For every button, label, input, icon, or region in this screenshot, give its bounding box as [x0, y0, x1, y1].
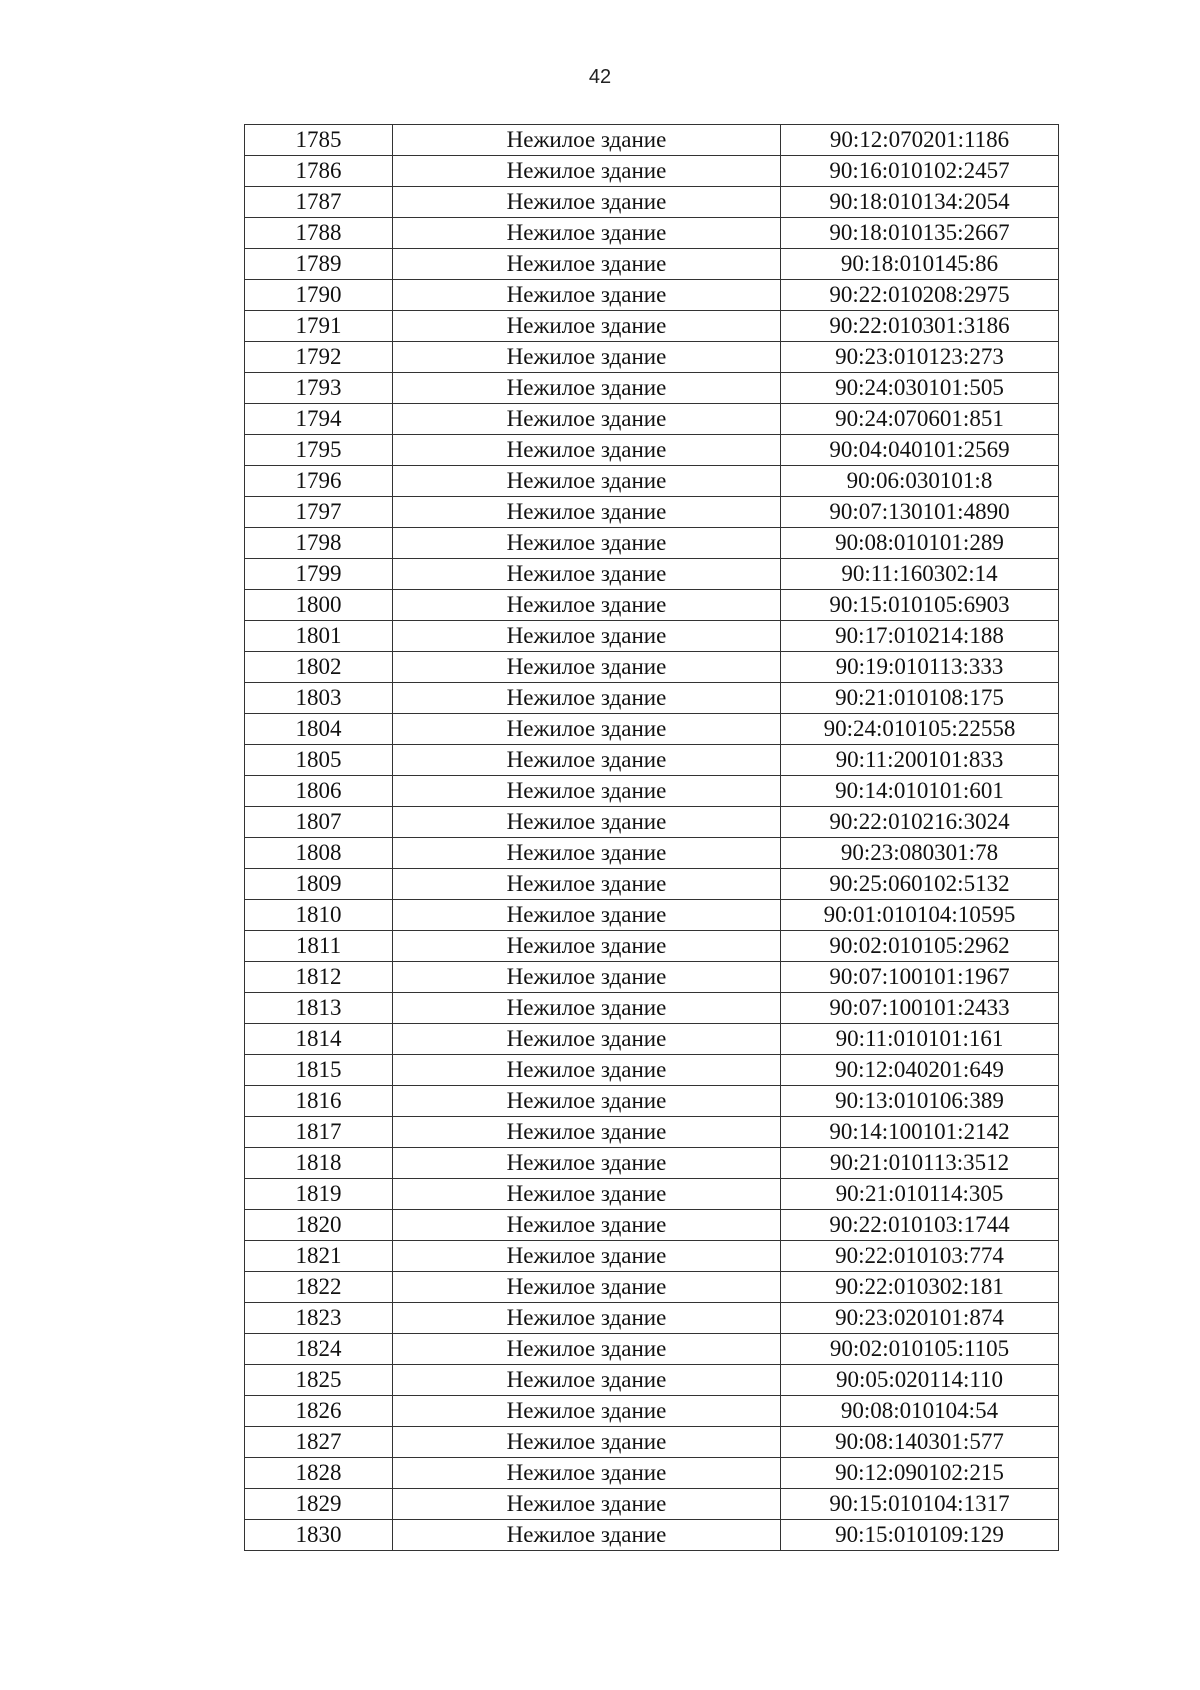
- object-type-cell: Нежилое здание: [393, 1024, 781, 1055]
- table-row: [245, 342, 1059, 373]
- table-row: [245, 373, 1059, 404]
- cadastral-number-cell: 90:22:010302:181: [781, 1272, 1059, 1303]
- object-type-cell: Нежилое здание: [393, 559, 781, 590]
- cadastral-number-cell: 90:22:010103:1744: [781, 1210, 1059, 1241]
- cadastral-number-cell: 90:24:070601:851: [781, 404, 1059, 435]
- object-type-cell: Нежилое здание: [393, 1086, 781, 1117]
- table-row: [245, 311, 1059, 342]
- cadastral-number-cell: 90:25:060102:5132: [781, 869, 1059, 900]
- cadastral-number-cell: 90:23:020101:874: [781, 1303, 1059, 1334]
- object-type-cell: Нежилое здание: [393, 187, 781, 218]
- cadastral-number-cell: 90:11:160302:14: [781, 559, 1059, 590]
- object-type-cell: Нежилое здание: [393, 807, 781, 838]
- cadastral-number-cell: 90:17:010214:188: [781, 621, 1059, 652]
- cadastral-number-cell: 90:23:080301:78: [781, 838, 1059, 869]
- object-type-cell: Нежилое здание: [393, 1303, 781, 1334]
- table-row: [245, 1024, 1059, 1055]
- cadastral-number-cell: 90:06:030101:8: [781, 466, 1059, 497]
- cadastral-number-cell: 90:18:010135:2667: [781, 218, 1059, 249]
- cadastral-number-cell: 90:24:030101:505: [781, 373, 1059, 404]
- table-row: [245, 156, 1059, 187]
- table-row: [245, 1117, 1059, 1148]
- object-type-cell: Нежилое здание: [393, 931, 781, 962]
- table-row: [245, 1520, 1059, 1551]
- row-number-cell: 1830: [245, 1520, 393, 1551]
- cadastral-number-cell: 90:12:040201:649: [781, 1055, 1059, 1086]
- cadastral-number-cell: 90:07:130101:4890: [781, 497, 1059, 528]
- object-type-cell: Нежилое здание: [393, 714, 781, 745]
- row-number-cell: 1807: [245, 807, 393, 838]
- table-row: [245, 1210, 1059, 1241]
- cadastral-number-cell: 90:13:010106:389: [781, 1086, 1059, 1117]
- row-number-cell: 1828: [245, 1458, 393, 1489]
- page-number: 42: [588, 66, 612, 88]
- row-number-cell: 1825: [245, 1365, 393, 1396]
- row-number-cell: 1797: [245, 497, 393, 528]
- cadastral-number-cell: 90:22:010103:774: [781, 1241, 1059, 1272]
- object-type-cell: Нежилое здание: [393, 869, 781, 900]
- table-row: [245, 962, 1059, 993]
- table-row: [245, 652, 1059, 683]
- row-number-cell: 1815: [245, 1055, 393, 1086]
- row-number-cell: 1824: [245, 1334, 393, 1365]
- cadastral-number-cell: 90:01:010104:10595: [781, 900, 1059, 931]
- object-type-cell: Нежилое здание: [393, 1148, 781, 1179]
- row-number-cell: 1808: [245, 838, 393, 869]
- row-number-cell: 1798: [245, 528, 393, 559]
- cadastral-number-cell: 90:15:010104:1317: [781, 1489, 1059, 1520]
- object-type-cell: Нежилое здание: [393, 404, 781, 435]
- row-number-cell: 1792: [245, 342, 393, 373]
- table-body: [245, 125, 1059, 1551]
- object-type-cell: Нежилое здание: [393, 1334, 781, 1365]
- object-type-cell: Нежилое здание: [393, 900, 781, 931]
- table-row: [245, 1241, 1059, 1272]
- cadastral-number-cell: 90:16:010102:2457: [781, 156, 1059, 187]
- cadastral-number-cell: 90:21:010108:175: [781, 683, 1059, 714]
- object-type-cell: Нежилое здание: [393, 1272, 781, 1303]
- object-type-cell: Нежилое здание: [393, 435, 781, 466]
- object-type-cell: Нежилое здание: [393, 1520, 781, 1551]
- row-number-cell: 1812: [245, 962, 393, 993]
- cadastral-number-cell: 90:07:100101:1967: [781, 962, 1059, 993]
- table-row: [245, 807, 1059, 838]
- object-type-cell: Нежилое здание: [393, 962, 781, 993]
- cadastral-number-cell: 90:18:010134:2054: [781, 187, 1059, 218]
- table-row: [245, 714, 1059, 745]
- table-row: [245, 900, 1059, 931]
- table-row: [245, 466, 1059, 497]
- row-number-cell: 1811: [245, 931, 393, 962]
- cadastral-number-cell: 90:08:010104:54: [781, 1396, 1059, 1427]
- cadastral-number-cell: 90:11:200101:833: [781, 745, 1059, 776]
- table-row: [245, 125, 1059, 156]
- table-row: [245, 1458, 1059, 1489]
- cadastral-number-cell: 90:11:010101:161: [781, 1024, 1059, 1055]
- object-type-cell: Нежилое здание: [393, 1427, 781, 1458]
- table-row: [245, 1272, 1059, 1303]
- cadastral-number-cell: 90:02:010105:2962: [781, 931, 1059, 962]
- table-row: [245, 280, 1059, 311]
- object-type-cell: Нежилое здание: [393, 1365, 781, 1396]
- object-type-cell: Нежилое здание: [393, 838, 781, 869]
- row-number-cell: 1803: [245, 683, 393, 714]
- row-number-cell: 1789: [245, 249, 393, 280]
- cadastral-number-cell: 90:14:100101:2142: [781, 1117, 1059, 1148]
- cadastral-number-cell: 90:24:010105:22558: [781, 714, 1059, 745]
- cadastral-number-cell: 90:08:010101:289: [781, 528, 1059, 559]
- row-number-cell: 1814: [245, 1024, 393, 1055]
- table-row: [245, 249, 1059, 280]
- object-type-cell: Нежилое здание: [393, 652, 781, 683]
- object-type-cell: Нежилое здание: [393, 280, 781, 311]
- table-row: [245, 497, 1059, 528]
- object-type-cell: Нежилое здание: [393, 590, 781, 621]
- object-type-cell: Нежилое здание: [393, 1489, 781, 1520]
- table-row: [245, 404, 1059, 435]
- row-number-cell: 1818: [245, 1148, 393, 1179]
- row-number-cell: 1795: [245, 435, 393, 466]
- object-type-cell: Нежилое здание: [393, 218, 781, 249]
- table-row: [245, 1489, 1059, 1520]
- table-row: [245, 1086, 1059, 1117]
- table-row: [245, 993, 1059, 1024]
- cadastral-number-cell: 90:05:020114:110: [781, 1365, 1059, 1396]
- table-row: [245, 1427, 1059, 1458]
- table-row: [245, 838, 1059, 869]
- cadastral-number-cell: 90:08:140301:577: [781, 1427, 1059, 1458]
- object-type-cell: Нежилое здание: [393, 497, 781, 528]
- row-number-cell: 1806: [245, 776, 393, 807]
- row-number-cell: 1804: [245, 714, 393, 745]
- object-type-cell: Нежилое здание: [393, 1117, 781, 1148]
- row-number-cell: 1801: [245, 621, 393, 652]
- row-number-cell: 1820: [245, 1210, 393, 1241]
- row-number-cell: 1785: [245, 125, 393, 156]
- row-number-cell: 1827: [245, 1427, 393, 1458]
- object-type-cell: Нежилое здание: [393, 125, 781, 156]
- row-number-cell: 1813: [245, 993, 393, 1024]
- row-number-cell: 1809: [245, 869, 393, 900]
- row-number-cell: 1791: [245, 311, 393, 342]
- table-row: [245, 1303, 1059, 1334]
- row-number-cell: 1788: [245, 218, 393, 249]
- cadastral-number-cell: 90:22:010216:3024: [781, 807, 1059, 838]
- table-row: [245, 1179, 1059, 1210]
- table-row: [245, 621, 1059, 652]
- cadastral-number-cell: 90:19:010113:333: [781, 652, 1059, 683]
- row-number-cell: 1816: [245, 1086, 393, 1117]
- object-type-cell: Нежилое здание: [393, 466, 781, 497]
- row-number-cell: 1823: [245, 1303, 393, 1334]
- table-row: [245, 776, 1059, 807]
- table-row: [245, 869, 1059, 900]
- row-number-cell: 1805: [245, 745, 393, 776]
- object-type-cell: Нежилое здание: [393, 373, 781, 404]
- row-number-cell: 1810: [245, 900, 393, 931]
- table-row: [245, 435, 1059, 466]
- table-row: [245, 1148, 1059, 1179]
- object-type-cell: Нежилое здание: [393, 1396, 781, 1427]
- table-row: [245, 590, 1059, 621]
- table-row: [245, 1334, 1059, 1365]
- cadastral-number-cell: 90:12:090102:215: [781, 1458, 1059, 1489]
- table-row: [245, 218, 1059, 249]
- table-row: [245, 559, 1059, 590]
- row-number-cell: 1787: [245, 187, 393, 218]
- cadastral-number-cell: 90:21:010114:305: [781, 1179, 1059, 1210]
- object-type-cell: Нежилое здание: [393, 1241, 781, 1272]
- table-row: [245, 1055, 1059, 1086]
- object-type-cell: Нежилое здание: [393, 311, 781, 342]
- object-type-cell: Нежилое здание: [393, 1210, 781, 1241]
- object-type-cell: Нежилое здание: [393, 1179, 781, 1210]
- row-number-cell: 1802: [245, 652, 393, 683]
- cadastral-number-cell: 90:14:010101:601: [781, 776, 1059, 807]
- row-number-cell: 1799: [245, 559, 393, 590]
- table-row: [245, 931, 1059, 962]
- table-row: [245, 683, 1059, 714]
- object-type-cell: Нежилое здание: [393, 1055, 781, 1086]
- cadastral-number-cell: 90:15:010105:6903: [781, 590, 1059, 621]
- object-type-cell: Нежилое здание: [393, 156, 781, 187]
- object-type-cell: Нежилое здание: [393, 621, 781, 652]
- registry-table: [244, 124, 1059, 1551]
- cadastral-number-cell: 90:18:010145:86: [781, 249, 1059, 280]
- cadastral-number-cell: 90:02:010105:1105: [781, 1334, 1059, 1365]
- object-type-cell: Нежилое здание: [393, 1458, 781, 1489]
- row-number-cell: 1821: [245, 1241, 393, 1272]
- row-number-cell: 1826: [245, 1396, 393, 1427]
- row-number-cell: 1786: [245, 156, 393, 187]
- cadastral-number-cell: 90:21:010113:3512: [781, 1148, 1059, 1179]
- object-type-cell: Нежилое здание: [393, 249, 781, 280]
- cadastral-number-cell: 90:22:010301:3186: [781, 311, 1059, 342]
- row-number-cell: 1800: [245, 590, 393, 621]
- object-type-cell: Нежилое здание: [393, 683, 781, 714]
- cadastral-number-cell: 90:23:010123:273: [781, 342, 1059, 373]
- object-type-cell: Нежилое здание: [393, 993, 781, 1024]
- row-number-cell: 1793: [245, 373, 393, 404]
- object-type-cell: Нежилое здание: [393, 342, 781, 373]
- table-row: [245, 745, 1059, 776]
- row-number-cell: 1817: [245, 1117, 393, 1148]
- table-row: [245, 187, 1059, 218]
- cadastral-number-cell: 90:22:010208:2975: [781, 280, 1059, 311]
- row-number-cell: 1790: [245, 280, 393, 311]
- table-row: [245, 528, 1059, 559]
- table-row: [245, 1396, 1059, 1427]
- cadastral-number-cell: 90:15:010109:129: [781, 1520, 1059, 1551]
- row-number-cell: 1819: [245, 1179, 393, 1210]
- row-number-cell: 1829: [245, 1489, 393, 1520]
- object-type-cell: Нежилое здание: [393, 745, 781, 776]
- row-number-cell: 1822: [245, 1272, 393, 1303]
- cadastral-number-cell: 90:07:100101:2433: [781, 993, 1059, 1024]
- object-type-cell: Нежилое здание: [393, 528, 781, 559]
- cadastral-number-cell: 90:12:070201:1186: [781, 125, 1059, 156]
- row-number-cell: 1796: [245, 466, 393, 497]
- row-number-cell: 1794: [245, 404, 393, 435]
- table-row: [245, 1365, 1059, 1396]
- cadastral-number-cell: 90:04:040101:2569: [781, 435, 1059, 466]
- object-type-cell: Нежилое здание: [393, 776, 781, 807]
